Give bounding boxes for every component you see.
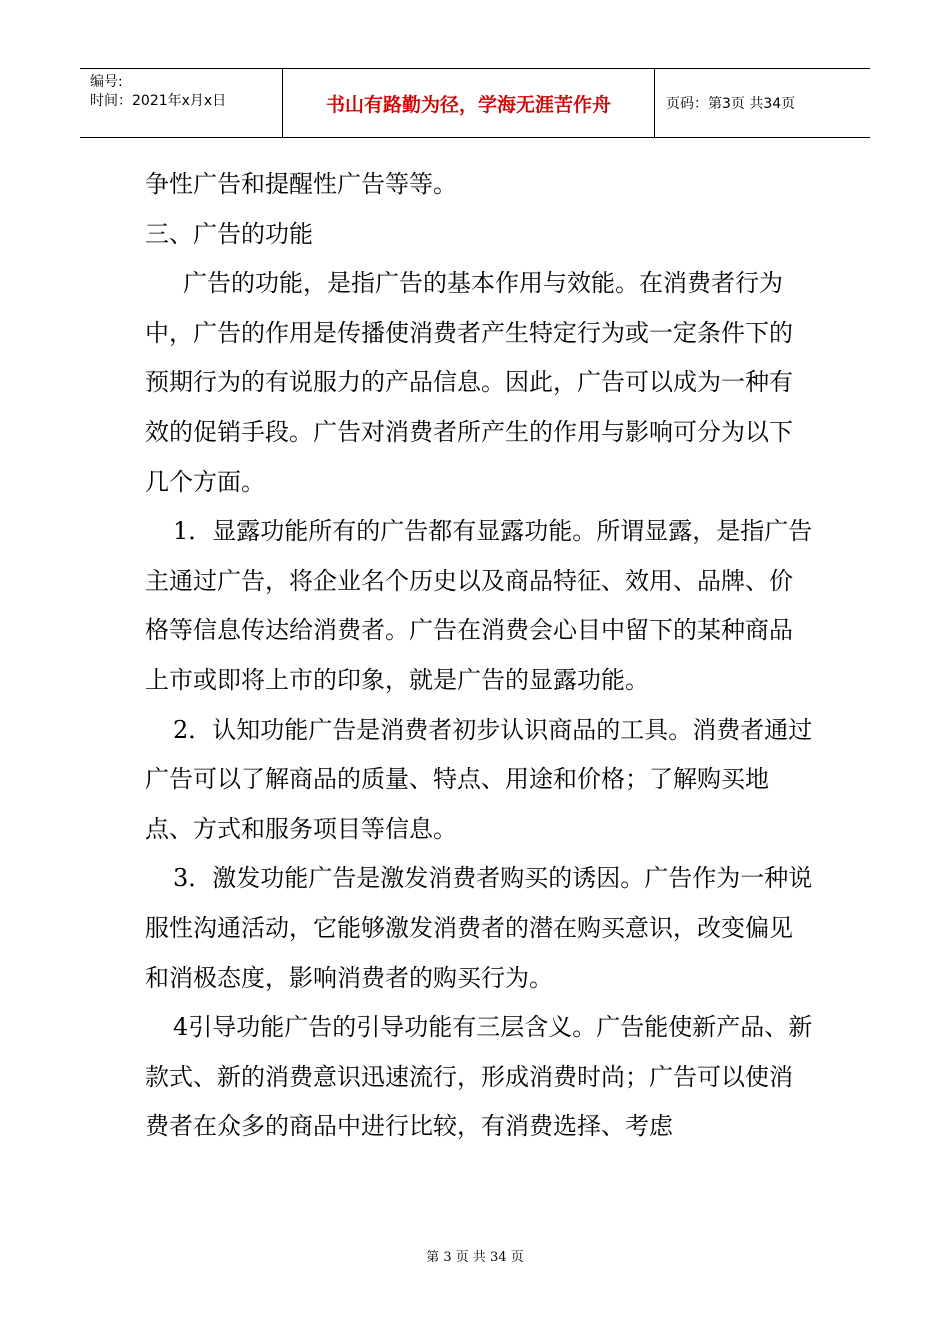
paragraph: 1．显露功能所有的广告都有显露功能。所谓显露，是指广告主通过广告，将企业名个历史以及商品特征、效用、品牌、价格等信息传达给消费者。广告在消费会心目中留下的某种商品上市或即将上市的印象，就是广告的显露功能。 bbox=[145, 517, 813, 694]
document-date: 时间：2021年x月x日 bbox=[90, 93, 227, 109]
document-number-label: 编号: bbox=[90, 74, 123, 90]
paragraph: 4引导功能广告的引导功能有三层含义。广告能使新产品、新款式、新的消费意识迅速流行，形成消费时尚；广告可以使消费者在众多的商品中进行比较，有消费选择、考虑 bbox=[145, 1013, 813, 1141]
paragraph: 2．认知功能广告是消费者初步认识商品的工具。消费者通过广告可以了解商品的质量、特点、用途和价格；了解购买地点、方式和服务项目等信息。 bbox=[145, 715, 813, 843]
document-body bbox=[145, 160, 815, 1152]
page-footer: 第 3 页 共 34 页 bbox=[426, 1250, 524, 1265]
paragraph: 3．激发功能广告是激发消费者购买的诱因。广告作为一种说服性沟通活动，它能够激发消费者的潜在购买意识，改变偏见和消极态度，影响消费者的购买行为。 bbox=[145, 864, 813, 992]
header-page-info: 页码：第3页 共34页 bbox=[666, 96, 796, 112]
header-motto: 书山有路勤为径，学海无涯苦作舟 bbox=[283, 69, 655, 137]
paragraph: 广告的功能，是指广告的基本作用与效能。在消费者行为中，广告的作用是传播使消费者产生特定行为或一定条件下的预期行为的有说服力的产品信息。因此，广告可以成为一种有效的促销手段。广告对消费者所产生的作用与影响可分为以下几个方面。 bbox=[145, 269, 793, 496]
section-heading: 三、广告的功能 bbox=[145, 219, 313, 248]
paragraph: 争性广告和提醒性广告等等。 bbox=[145, 170, 457, 198]
header-meta-cell bbox=[80, 69, 283, 137]
page-header bbox=[80, 68, 870, 138]
